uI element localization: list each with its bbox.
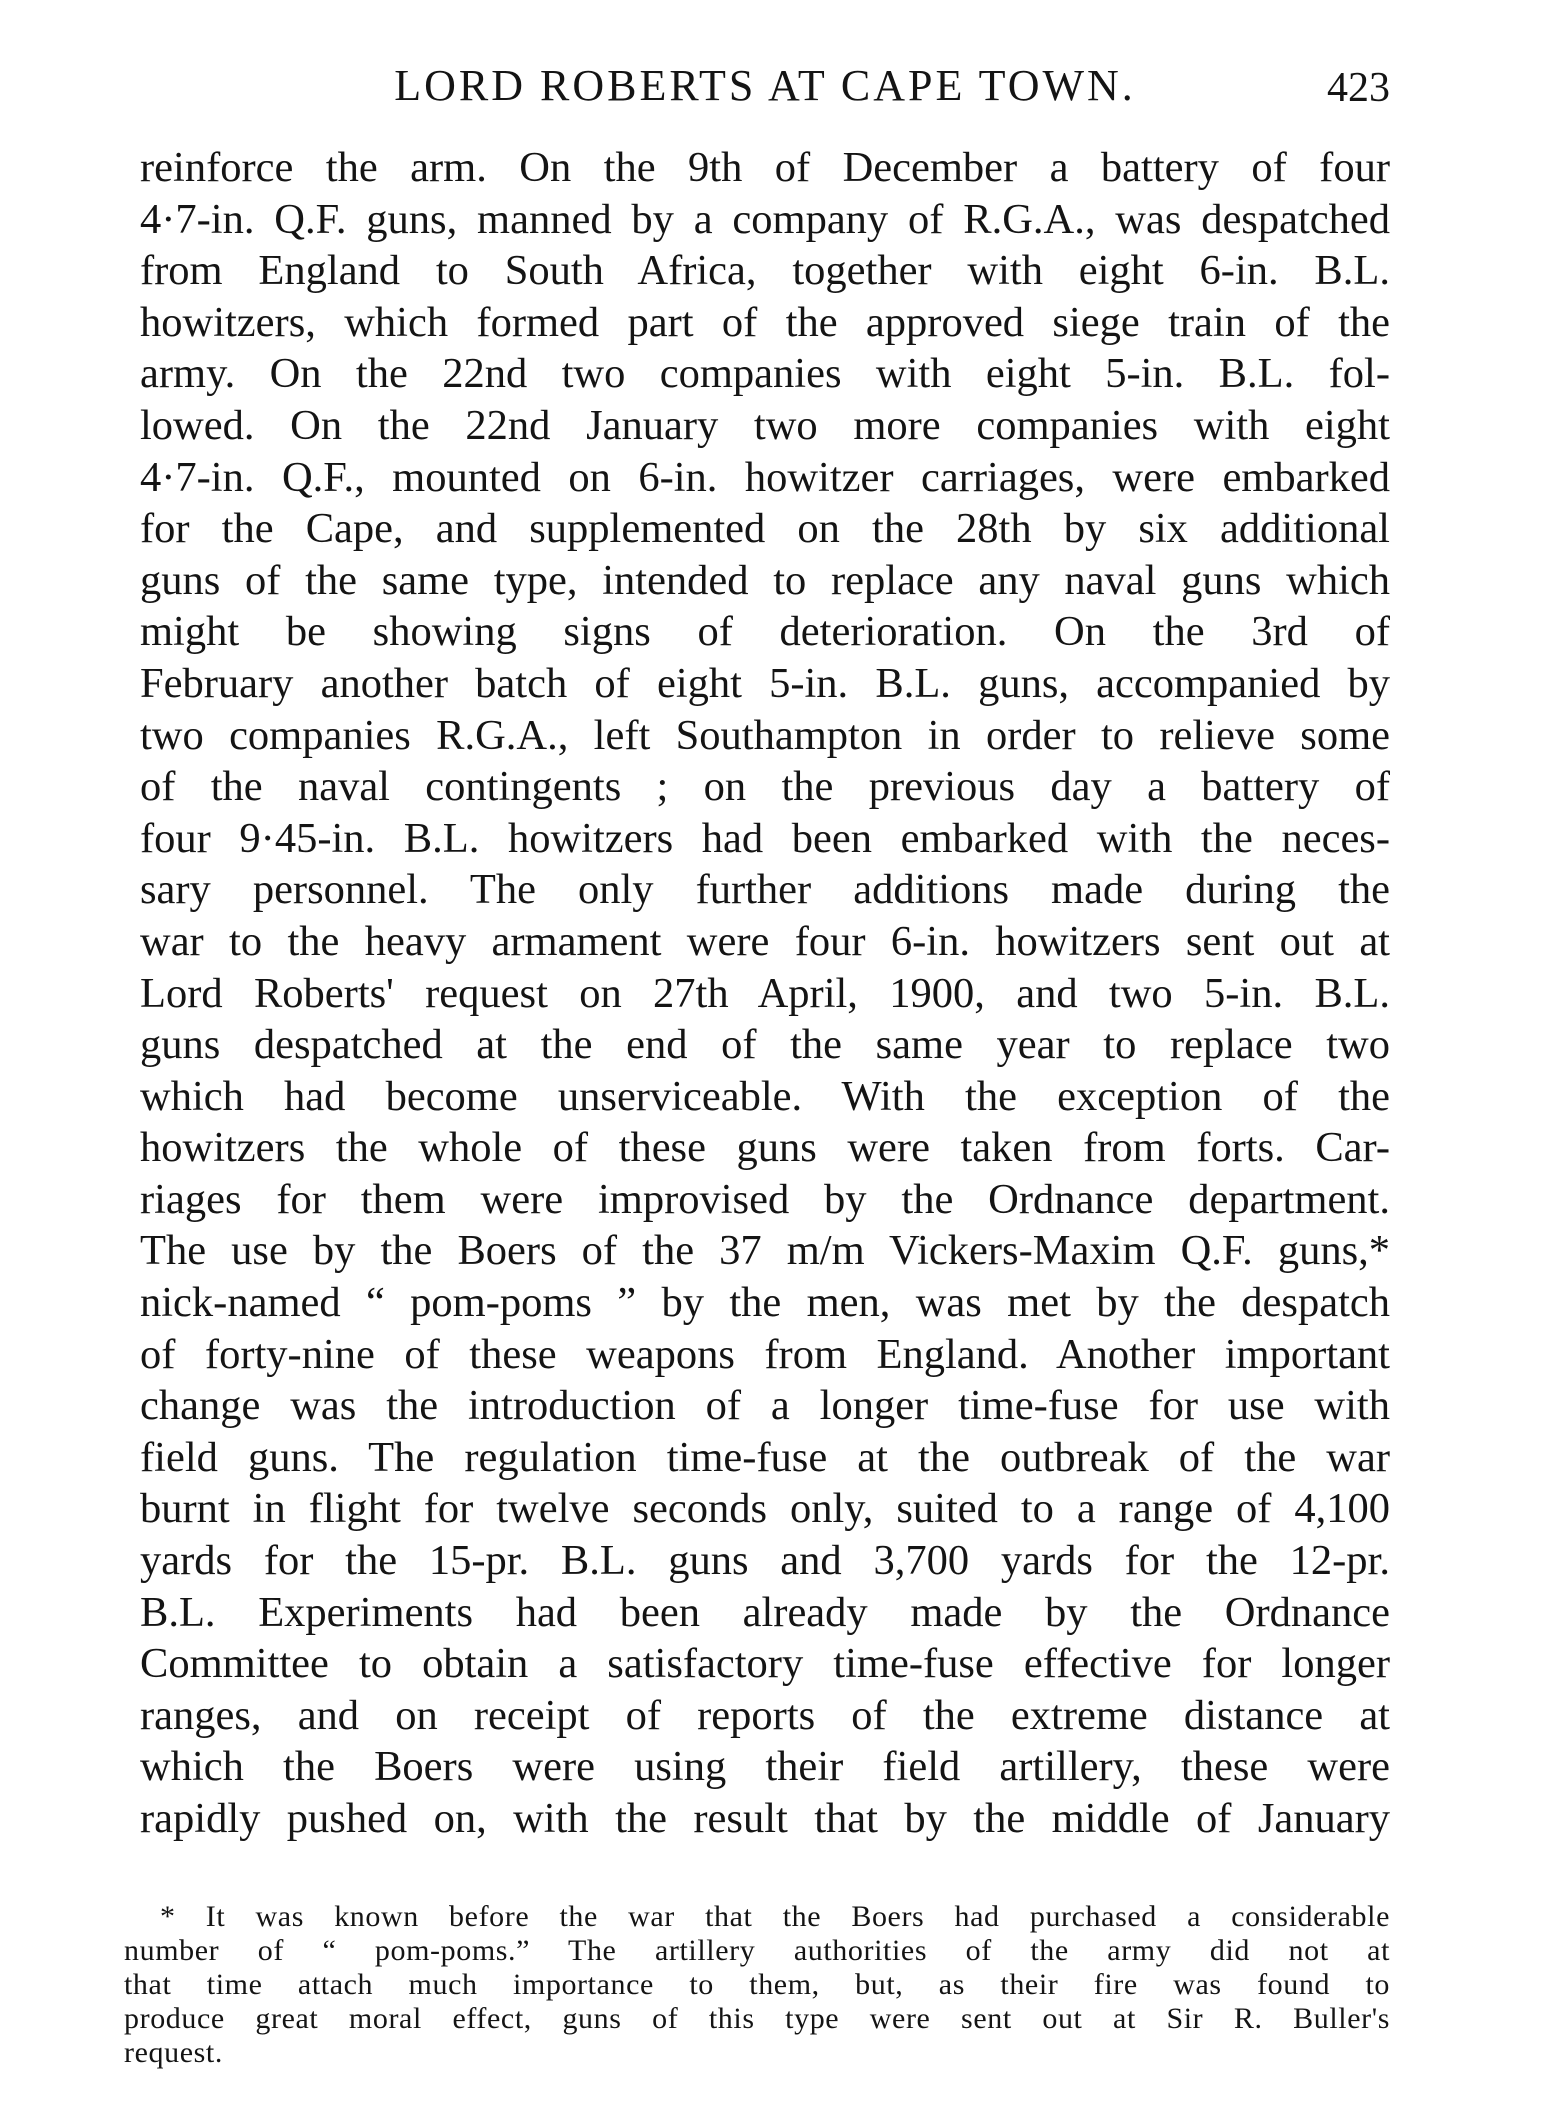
text-line: war to the heavy armament were four 6-in. howitzers sent out at: [140, 917, 1390, 965]
text-line: howitzers the whole of these guns were taken from forts. Car-: [140, 1124, 1390, 1172]
text-line: 4·7-in. Q.F. guns, manned by a company of R.G.A., was despatched: [140, 195, 1390, 243]
text-line: might be showing signs of deterioration. On the 3rd of: [140, 608, 1390, 656]
text-line: lowed. On the 22nd January two more companies with eight: [140, 401, 1390, 449]
text-line: burnt in flight for twelve seconds only, suited to a range of 4,100: [140, 1485, 1390, 1533]
text-line: for the Cape, and supplemented on the 28th by six additional: [140, 505, 1390, 553]
footnote-line: produce great moral effect, guns of this type were sent out at Sir R. Buller's: [124, 2002, 1390, 2035]
page-header: [140, 60, 1390, 120]
text-line: Committee to obtain a satisfactory time-fuse effective for longer: [140, 1640, 1390, 1688]
text-line: rapidly pushed on, with the result that by the middle of January: [140, 1795, 1390, 1842]
footnote-line: number of “ pom-poms.” The artillery authorities of the army did not at: [124, 1934, 1390, 1967]
text-line: of forty-nine of these weapons from England. Another important: [140, 1330, 1390, 1378]
text-line: two companies R.G.A., left Southampton in order to relieve some: [140, 711, 1390, 759]
body-text: [140, 142, 1390, 1845]
text-line: reinforce the arm. On the 9th of December a battery of four: [140, 144, 1390, 191]
footnote-line: * It was known before the war that the Boers had purchased a considerable: [160, 1900, 1390, 1933]
text-line: army. On the 22nd two companies with eight 5-in. B.L. fol-: [140, 350, 1390, 398]
text-line: guns despatched at the end of the same year to replace two: [140, 1021, 1390, 1069]
text-line: nick-named “ pom-poms ” by the men, was met by the despatch: [140, 1279, 1390, 1327]
text-line: of the naval contingents ; on the previous day a battery of: [140, 763, 1390, 811]
page-number: 423: [1327, 65, 1390, 111]
text-line: howitzers, which formed part of the approved siege train of the: [140, 298, 1390, 346]
footnote: [124, 1900, 1390, 2070]
text-line: Lord Roberts' request on 27th April, 1900, and two 5-in. B.L.: [140, 969, 1390, 1017]
text-line: which had become unserviceable. With the exception of the: [140, 1072, 1390, 1120]
text-line: guns of the same type, intended to replace any naval guns which: [140, 556, 1390, 604]
text-line: field guns. The regulation time-fuse at the outbreak of the war: [140, 1433, 1390, 1481]
running-title: LORD ROBERTS AT CAPE TOWN.: [394, 61, 1136, 110]
text-line: B.L. Experiments had been already made by the Ordnance: [140, 1588, 1390, 1636]
footnote-line: that time attach much importance to them, but, as their fire was found to: [124, 1968, 1390, 2001]
footnote-line: request.: [124, 2036, 223, 2069]
text-line: riages for them were improvised by the Ordnance department.: [140, 1175, 1390, 1223]
text-line: February another batch of eight 5-in. B.L. guns, accompanied by: [140, 659, 1390, 707]
text-line: from England to South Africa, together with eight 6-in. B.L.: [140, 247, 1390, 295]
text-line: which the Boers were using their field artillery, these were: [140, 1743, 1390, 1791]
text-line: ranges, and on receipt of reports of the extreme distance at: [140, 1691, 1390, 1739]
text-line: yards for the 15-pr. B.L. guns and 3,700 yards for the 12-pr.: [140, 1537, 1390, 1585]
text-line: four 9·45-in. B.L. howitzers had been embarked with the neces-: [140, 814, 1390, 862]
text-line: 4·7-in. Q.F., mounted on 6-in. howitzer carriages, were embarked: [140, 453, 1390, 501]
text-line: change was the introduction of a longer time-fuse for use with: [140, 1382, 1390, 1430]
text-line: sary personnel. The only further additions made during the: [140, 866, 1390, 914]
text-line: The use by the Boers of the 37 m/m Vickers-Maxim Q.F. guns,*: [140, 1227, 1390, 1275]
